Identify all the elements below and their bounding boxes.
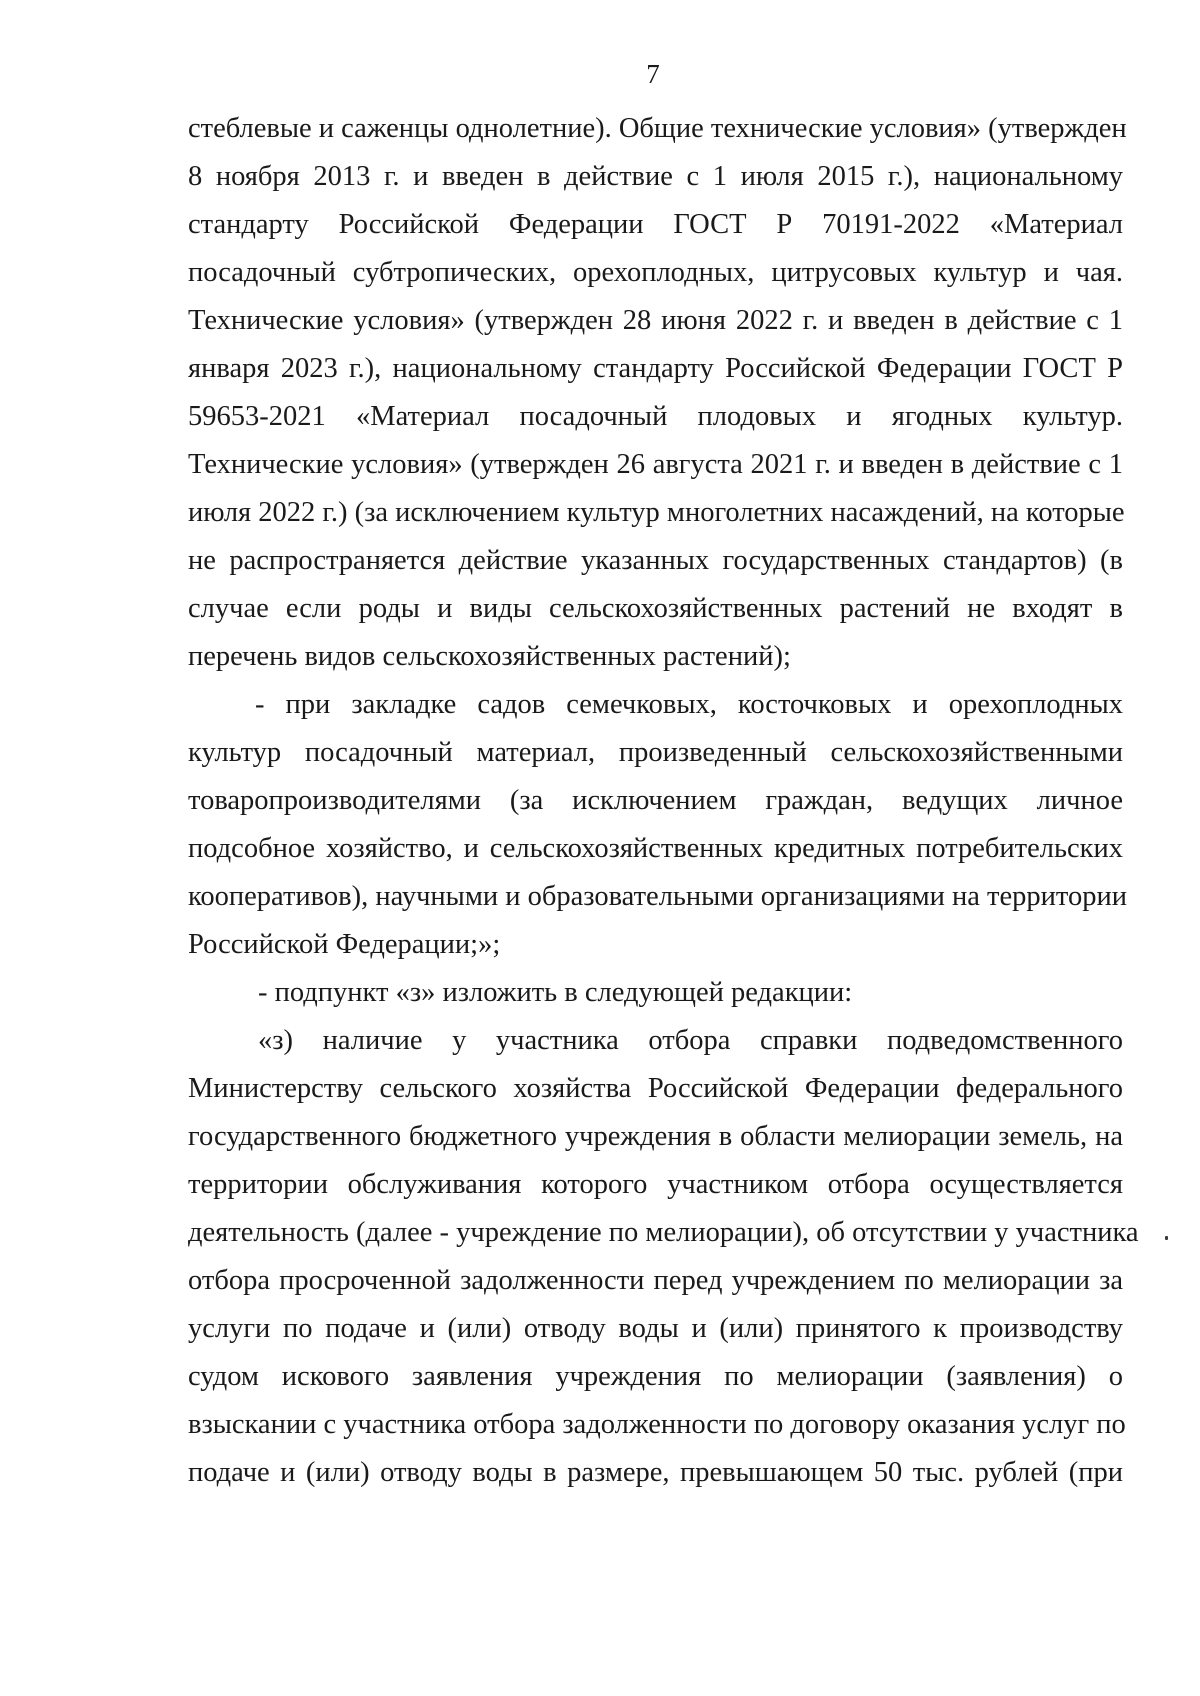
text-line: подсобное хозяйство, и сельскохозяйственных кредитных потребительских (188, 833, 1123, 864)
text-line: кооперативов), научными и образовательными организациями на территории (188, 881, 1127, 912)
text-line: товаропроизводителями (за исключением граждан, ведущих личное (188, 785, 1123, 816)
text-line: территории обслуживания которого участником отбора осуществляется (188, 1169, 1123, 1200)
scan-speck (1165, 1236, 1168, 1240)
text-line: Технические условия» (утвержден 28 июня 2022 г. и введен в действие с 1 (188, 305, 1123, 336)
text-line: взыскании с участника отбора задолженности по договору оказания услуг по (188, 1409, 1126, 1440)
paragraph-first-line: «з) наличие у участника отбора справки подведомственного (258, 1025, 1123, 1056)
paragraph-first-line: - при закладке садов семечковых, косточковых и орехоплодных (255, 689, 1123, 720)
text-line: деятельность (далее - учреждение по мелиорации), об отсутствии у участника (188, 1217, 1139, 1248)
text-line: Российской Федерации;»; (188, 929, 501, 960)
text-line: 59653-2021 «Материал посадочный плодовых и ягодных культур. (188, 401, 1123, 432)
text-line: 8 ноября 2013 г. и введен в действие с 1 июля 2015 г.), национальному (188, 161, 1123, 192)
page-number: 7 (646, 59, 660, 89)
text-line: посадочный субтропических, орехоплодных, цитрусовых культур и чая. (188, 257, 1123, 288)
text-line: подаче и (или) отводу воды в размере, превышающем 50 тыс. рублей (при (188, 1457, 1123, 1488)
text-line: услуги по подаче и (или) отводу воды и (или) принятого к производству (188, 1313, 1123, 1344)
text-line: не распространяется действие указанных государственных стандартов) (в (188, 545, 1123, 576)
text-line: Технические условия» (утвержден 26 августа 2021 г. и введен в действие с 1 (188, 449, 1123, 480)
text-line: стеблевые и саженцы однолетние). Общие технические условия» (утвержден (188, 113, 1127, 144)
text-line: Министерству сельского хозяйства Российской Федерации федерального (188, 1073, 1123, 1104)
paragraph-first-line: - подпункт «з» изложить в следующей редакции: (258, 977, 853, 1008)
text-line: перечень видов сельскохозяйственных растений); (188, 641, 791, 672)
text-line: государственного бюджетного учреждения в области мелиорации земель, на (188, 1121, 1123, 1152)
text-line: июля 2022 г.) (за исключением культур многолетних насаждений, на которые (188, 497, 1125, 528)
text-line: случае если роды и виды сельскохозяйственных растений не входят в (188, 593, 1123, 624)
text-line: отбора просроченной задолженности перед учреждением по мелиорации за (188, 1265, 1123, 1296)
text-line: января 2023 г.), национальному стандарту Российской Федерации ГОСТ Р (188, 353, 1123, 384)
text-line: стандарту Российской Федерации ГОСТ Р 70191-2022 «Материал (188, 209, 1123, 240)
text-line: судом искового заявления учреждения по мелиорации (заявления) о (188, 1361, 1123, 1392)
text-line: культур посадочный материал, произведенный сельскохозяйственными (188, 737, 1123, 768)
